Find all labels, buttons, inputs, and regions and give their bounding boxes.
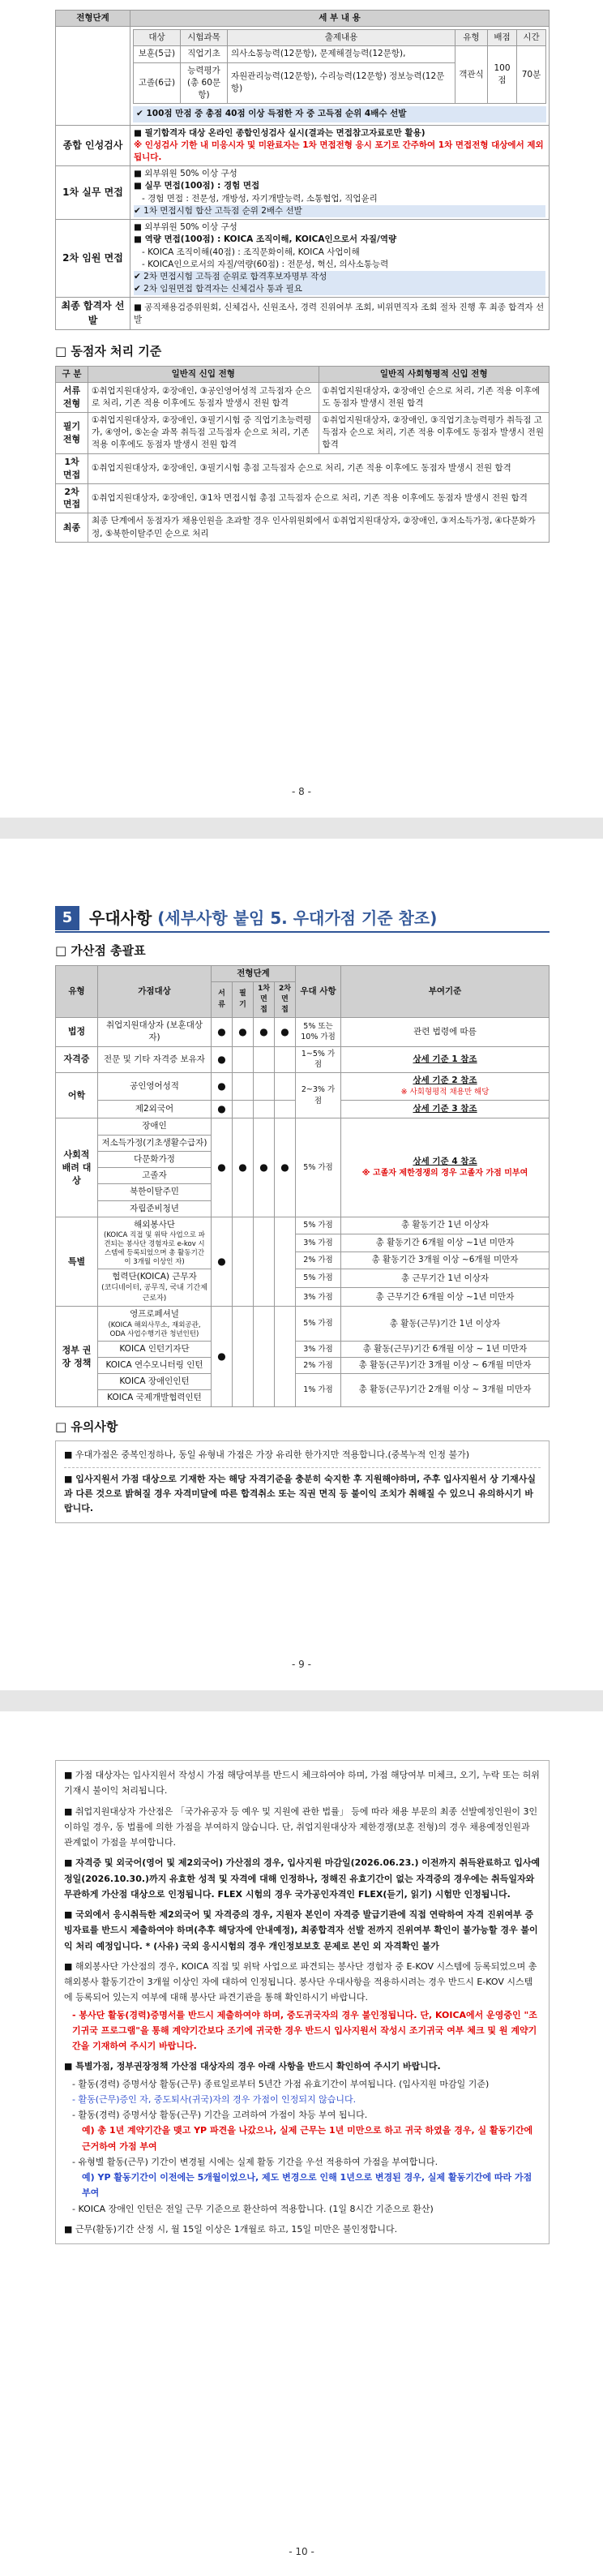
gov-basis-2: 총 활동(근무)기간 6개월 이상 ~ 1년 미만자 [341,1341,550,1357]
tie-int1-label: 1차 면접 [56,453,88,483]
item-2: ■ 취업지원대상자 가산점은 「국가유공자 등 예우 및 지원에 관한 법률」 등에 따라 채용 부문의 최종 선발예정인원이 3인 이하일 경우, 동 법률에 의한 가점을 부여하지 않습니다. 단, 취업지원대상자 제한경쟁(보훈 전형)의 경우 채용예정인원과 관계없이 가점을 부여합니다. [64,1805,538,1848]
dot: ● [212,1307,233,1406]
process-section [55,10,550,543]
gov-pref-4: 1% 가점 [296,1374,341,1406]
social-target-2: 저소득가정(기초생활수급자) [98,1135,212,1151]
special-pref-3: 2% 가점 [296,1252,341,1269]
written-detail-cell [130,27,550,125]
sub-header-type: 유형 [455,30,488,46]
page-10 [0,1711,603,2576]
special-target-1-desc: (KOICA 직접 및 위탁 사업으로 파견되는 봉사단 경험자로 e-kov 시스템에 등록되었으며 총 활동기간이 3개월 이상인 자) [104,1230,205,1267]
bonus-h-target: 가점대상 [98,965,212,1017]
special-type: 특별 [56,1217,98,1307]
aptitude-detail [130,125,550,166]
tie-final-label: 최종 [56,513,88,542]
dot: ● [212,1217,233,1307]
notes-box [55,1440,550,1523]
final-label: 최종 합격자 선발 [56,298,130,330]
item-6: ■ 특별가점, 정부권장정책 가산점 대상자의 경우 아래 사항을 반드시 확인하여 주시기 바랍니다. [64,2061,441,2072]
bonus-table [55,965,550,1407]
item-5: ■ 해외봉사단 가산점의 경우, KOICA 직접 및 위탁 사업으로 파견되는 봉사단 경험자 중 E-KOV 시스템에 등록되었으며 총 해외봉사 활동기간이 3개월 이상인 자에 대하여 인정됩니다. 봉사단 우대사항을 적용하시려는 경우 반드시 E-KOV 시스템에 등록되어 있는지 여부에 대해 봉사단 파견기관을 통해 확인하시기 바랍니다. [64,1960,537,2003]
tie-written-general: ①취업지원대상자, ②장애인, ③필기시험 중 직업기초능력평가, ④영어, ⑤논술 과목 취득점 고득점자 순으로 처리, 기존 적용 이후에도 동점자 발생시 전원 합격 [88,413,319,454]
interview2-line-2: ■ 역량 면접(100점) : KOICA 조직이해, KOICA인으로서 자질/역량 [134,234,397,245]
dot: ● [212,1046,233,1073]
item-6-e: - 유형별 활동(근무) 기간이 변경될 시에는 실제 활동 기간을 우선 적용하여 가점을 부여합니다. [72,2156,438,2167]
cert-type: 자격증 [56,1046,98,1073]
tie-doc-general: ①취업지원대상자, ②장애인, ③공인영어성적 고득점자 순으로 처리, 기존 적용 이후에도 동점자 발생시 전원 합격 [88,383,319,413]
aptitude-line-1: ■ 필기합격자 대상 온라인 종합인성검사 실시(결과는 면접참고자료로만 활용) [134,127,426,138]
sub-header-points: 배점 [488,30,517,46]
tie-table [55,366,550,543]
gov-pref-3: 2% 가점 [296,1358,341,1374]
special-basis-4: 총 근무기간 1년 이상자 [341,1269,550,1288]
interview2-line-3: - KOICA 조직이해(40점) : 조직문화이해, KOICA 사업이해 [142,247,360,257]
cert-basis: 상세 기준 1 참조 [341,1046,550,1073]
legal-target: 취업지원대상자 (보훈대상자) [98,1018,212,1046]
gov-target-1-desc: (KOICA 해외사무소, 재외공관, ODA 사업수행기관 청년인턴) [108,1320,201,1338]
lang-target-1: 공인영어성적 [98,1073,212,1101]
special-target-2: 협력단(KOICA) 근무자 [112,1272,197,1282]
lang-basis-2: 상세 기준 3 참조 [341,1101,550,1118]
lang-basis-1: 상세 기준 2 참조 [413,1075,477,1086]
item-6-g: - KOICA 장애인 인턴은 전일 근무 기준으로 환산하여 적용합니다. (1일 8시간 기준으로 환산) [72,2203,434,2214]
interview1-detail [130,166,550,220]
tie-doc-label: 서류 전형 [56,383,88,413]
legal-type: 법정 [56,1018,98,1046]
dot: ● [254,1018,275,1046]
tie-final-text: 최종 단계에서 동점자가 채용인원을 초과할 경우 인사위원회에서 ①취업지원대상자, ②장애인, ③저소득가정, ④다문화가정, ⑤북한이탈주민 순으로 처리 [88,513,550,542]
special-basis-1: 총 활동기간 1년 이상자 [341,1217,550,1234]
gov-type: 정부 권장 정책 [56,1307,98,1406]
cert-pref: 1~5% 가점 [296,1046,341,1073]
interview1-label: 1차 실무 면접 [56,166,130,220]
final-detail: ■ 공직채용검증위원회, 신체검사, 신원조사, 경력 진위여부 조회, 비위면직자 조회 절차 진행 후 최종 합격자 선발 [130,298,550,330]
interview1-line-1: ■ 외부위원 50% 이상 구성 [134,169,237,179]
section-title-sub: (세부사항 붙임 5. 우대가점 기준 참조) [157,908,438,928]
item-6-a: - 활동(경력) 증명서상 활동(근무) 종료일로부터 5년간 가점 유효기간이 부여됩니다. (입사지원 마감일 기준) [72,2078,490,2089]
gov-basis-4: 총 활동(근무)기간 2개월 이상 ~ 3개월 미만자 [341,1374,550,1406]
preference-section [55,905,550,1523]
bonus-h-pref: 우대 사항 [296,965,341,1017]
lang-target-2: 제2외국어 [98,1101,212,1118]
tie-title: □ 동점자 처리 기준 [55,344,162,359]
question-points: 100점 [488,46,517,104]
social-target-4: 고졸자 [98,1168,212,1184]
header-stage: 전형단계 [56,11,130,27]
dot: ● [212,1073,233,1101]
interview2-detail [130,220,550,298]
range-line-1: 의사소통능력(12문항), 문제해결능력(12문항), [228,46,455,62]
legal-basis: 관련 법령에 따름 [341,1018,550,1046]
note-2: ■ 입사지원서 가점 대상으로 기재한 자는 해당 자격기준을 충분히 숙지한 후 지원해야하며, 주후 입사지원서 상 기재사실과 다른 것으로 밝혀질 경우 자격미달에 따른 합격취소 또는 직권 면직 등 불이익 조치가 취해질 수 있으니 유의하시기 바랍니다. [64,1473,537,1513]
note-1: ■ 우대가점은 중복인정하나, 동일 유형내 가점은 가장 유리한 한가지만 적용합니다.(중복누적 인정 불가) [64,1449,470,1461]
special-pref-2: 3% 가점 [296,1234,341,1252]
bonus-h-type: 유형 [56,965,98,1017]
gov-target-5: KOICA 국제개발협력인턴 [98,1390,212,1406]
gov-target-1-cell [98,1307,212,1341]
page-8 [0,0,603,818]
sub-header-target: 대상 [134,30,181,46]
tie-int2-label: 2차 면접 [56,483,88,513]
bonus-table-title: □ 가산점 총괄표 [55,943,146,958]
section-number: 5 [55,906,79,930]
bonus-h-basis: 부여기준 [341,965,550,1017]
special-pref-4: 5% 가점 [296,1269,341,1288]
section-title [89,907,437,930]
lang-basis-1-note: ※ 사회형평적 채용만 해당 [400,1088,490,1097]
gov-pref-1: 5% 가점 [296,1307,341,1341]
social-basis-1: 상세 기준 4 참조 [413,1156,477,1166]
item-6-c: - 활동(경력) 증명서상 활동(근무) 기간을 고려하여 가점이 차등 부여 됩니다. [72,2110,368,2120]
dot: ● [212,1118,233,1217]
interview2-pass-rule-2: ✔ 2차 임원면접 합격자는 신체검사 통과 필요 [134,283,545,295]
interview1-line-2: ■ 실무 면접(100점) : 경험 면접 [134,181,260,191]
tie-written-label: 필기 전형 [56,413,88,454]
tie-int1-text: ①취업지원대상자, ②장애인, ③필기시험 총점 고득점자 순으로 처리, 기존 적용 이후에도 동점자 발생시 전원 합격 [88,453,550,483]
page-number-9: - 9 - [292,1659,311,1670]
social-target-3: 다문화가정 [98,1151,212,1167]
cert-target: 전문 및 기타 자격증 보유자 [98,1046,212,1073]
tie-header-social: 일반직 사회형평적 신입 전형 [319,366,550,382]
legal-pref: 5% 또는 10% 가점 [296,1018,341,1046]
dot: ● [275,1018,296,1046]
social-target-1: 장애인 [98,1118,212,1135]
tie-int2-text: ①취업지원대상자, ②장애인, ③1차 면접시험 총점 고득점자 순으로 처리, 기존 적용 이후에도 동점자 발생시 전원 합격 [88,483,550,513]
tie-doc-social: ①취업지원대상자, ②장애인 순으로 처리, 기존 적용 이후에도 동점자 발생시 전원 합격 [319,383,550,413]
special-pref-5: 3% 가점 [296,1288,341,1307]
section-5-header [55,905,550,933]
item-5-sub: - 봉사단 활동(경력)증명서를 반드시 제출하여야 하며, 중도귀국자의 경우 불인정됩니다. 단, KOICA에서 운영중인 "조기귀국 프로그램"을 통해 계약기간보다 조기에 귀국한 경우 반드시 입사지원서 작성시 조기귀국 여부 체크 및 원 계약기간을 기재하여 주시기 바랍니다. [72,2009,537,2051]
page-gap [0,818,603,839]
dot: ● [233,1118,254,1217]
special-target-2-cell [98,1269,212,1307]
tie-written-social: ①취업지원대상자, ②장애인, ③직업기초능력평가 취득점 고득점자 순으로 처리, 기존 적용 이후에도 동점자 발생시 전원 합격 [319,413,550,454]
interview1-pass-rule: ✔ 1차 면접시험 합산 고득점 순위 2배수 선발 [134,205,545,217]
question-time: 70분 [517,46,546,104]
interview1-line-3: - 경험 면접 : 전문성, 개방성, 자기개발능력, 소통협업, 직업윤리 [142,193,378,204]
aptitude-warning: ※ 인성검사 기한 내 미응시자 및 미완료자는 1차 면접전형 응시 포기로 간주하여 1차 면접전형 대상에서 제외됩니다. [134,140,544,162]
bonus-h-doc: 서류 [212,981,233,1017]
written-sub-table [133,29,546,104]
dot: ● [275,1118,296,1217]
aptitude-label: 종합 인성검사 [56,125,130,166]
dot: ● [233,1018,254,1046]
dot: ● [254,1118,275,1217]
gov-pref-2: 3% 가점 [296,1341,341,1357]
tie-header-general: 일반직 신입 전형 [88,366,319,382]
subject-count: 능력평가 (총 60문항) [181,62,228,104]
social-basis-cell [341,1118,550,1217]
process-table [55,10,550,330]
social-basis-note: ※ 고졸자 제한경쟁의 경우 고졸자 가점 미부여 [361,1168,528,1178]
notes-continued-box [55,1760,550,2244]
item-1: ■ 가점 대상자는 입사지원서 작성시 가점 해당여부를 반드시 체크하여야 하며, 가점 해당여부 미체크, 오기, 누락 또는 허위기재시 불이익 처리됩니다. [64,1770,540,1797]
sub-header-range: 출제내용 [228,30,455,46]
special-basis-2: 총 활동기간 6개월 이상 ~1년 미만자 [341,1234,550,1252]
gov-target-2: KOICA 인턴기자단 [98,1341,212,1357]
section-title-main: 우대사항 [89,908,152,928]
notes-continued [55,1760,550,2244]
special-target-1: 해외봉사단 [134,1219,175,1230]
bonus-h-int1: 1차 면접 [254,981,275,1017]
dot: ● [212,1018,233,1046]
special-basis-5: 총 근무기간 6개월 이상 ~1년 미만자 [341,1288,550,1307]
gov-target-1: 영프로페셔널 [130,1309,179,1320]
page-9 [0,839,603,1690]
bonus-h-int2: 2차 면접 [275,981,296,1017]
interview2-pass-rule-1: ✔ 2차 면접시험 고득점 순위로 합격후보자명부 작성 [134,271,545,283]
sub-header-subject: 시험과목 [181,30,228,46]
item-4: ■ 국외에서 응시취득한 제2외국어 및 자격증의 경우, 지원자 본인이 자격증 발급기관에 직접 연락하여 자격 진위여부 증빙자료를 반드시 제출하여야 하며(추후 해당자에 안내예정), 최종합격자 선발 전까지 진위여부 확인이 불가능할 경우 불이익 처리 예정입니다. * (사유) 국외 응시시험의 경우 개인정보보호 문제로 본인 외 자격확인 불가 [64,1909,538,1951]
sub-header-time: 시간 [517,30,546,46]
interview2-line-1: ■ 외부위원 50% 이상 구성 [134,222,237,233]
special-target-1-cell [98,1217,212,1269]
special-pref-1: 5% 가점 [296,1217,341,1234]
lang-type: 어학 [56,1073,98,1118]
gov-basis-1: 총 활동(근무)기간 1년 이상자 [341,1307,550,1341]
item-6-f: 예) YP 활동기간이 이전에는 5개월이었으나, 제도 변경으로 인해 1년으로 변경된 경우, 실제 활동기간에 따라 가점 부여 [82,2172,532,2199]
item-6-b: - 활동(근무)증인 자, 중도퇴사(귀국)자의 경우 가점이 인정되지 않습니다. [72,2093,357,2105]
gov-target-4: KOICA 장애인인턴 [98,1374,212,1390]
item-3: ■ 자격증 및 외국어(영어 및 제2외국어) 가산점의 경우, 입사지원 마감일(2026.06.23.) 이전까지 취득완료하고 입사예정일(2026.10.30.)까지 유효한 성적 및 자격에 대해 인정하나, 정해진 유효기간이 없는 자격증의 경우에는 취득일자와 무관하게 가산점 대상으로 인정됩니다. FLEX 시험의 경우 국가공인자격인 FLEX(듣기, 읽기) 시험만 인정됩니다. [64,1857,541,1900]
written-label-cell [56,27,130,125]
gov-target-3: KOICA 연수모니터링 인턴 [98,1358,212,1374]
notes-title: □ 유의사항 [55,1419,118,1434]
special-target-2-desc: (코디네이터, 공무직, 국내 기간제근로자) [101,1284,207,1303]
tie-header-stage: 구 분 [56,366,88,382]
social-type: 사회적 배려 대상 [56,1118,98,1217]
item-6-d: 예) 총 1년 계약기간을 맺고 YP 파견을 나갔으나, 실제 근무는 1년 미만으로 하고 귀국 하였을 경우, 실 활동기간에 근거하여 가점 부여 [82,2125,533,2152]
range-line-2: 자원관리능력(12문항), 수리능력(12문항) 정보능력(12문항) [228,62,455,104]
dot: ● [212,1101,233,1118]
item-7: ■ 근무(활동)기간 산정 시, 월 15일 이상은 1개월로 하고, 15일 미만은 불인정합니다. [64,2223,398,2235]
interview2-label: 2차 임원 면접 [56,220,130,298]
written-pass-rule: ✔ 100점 만점 중 총점 40점 이상 득점한 자 중 고득점 순위 4배수 선발 [133,106,546,122]
bonus-h-writ: 필기 [233,981,254,1017]
lang-basis-1-cell [341,1073,550,1101]
target-highschool: 고졸(6급) [134,62,181,104]
bonus-h-stage: 전형단계 [212,965,296,981]
special-basis-3: 총 활동기간 3개월 이상 ~6개월 미만자 [341,1252,550,1269]
page-number-10: - 10 - [289,2546,314,2557]
header-detail: 세 부 내 용 [130,11,550,27]
subject-name: 직업기초 [181,46,228,62]
gov-basis-3: 총 활동(근무)기간 3개월 이상 ~ 6개월 미만자 [341,1358,550,1374]
social-pref: 5% 가점 [296,1118,341,1217]
page-number-8: - 8 - [292,786,311,797]
page-gap [0,1690,603,1711]
social-target-5: 북한이탈주민 [98,1184,212,1200]
social-target-6: 자립준비청년 [98,1200,212,1217]
question-type: 객관식 [455,46,488,104]
interview2-line-4: - KOICA인으로서의 자질/역량(60점) : 전문성, 혁신, 의사소통능력 [142,259,389,269]
lang-pref: 2~3% 가점 [296,1073,341,1118]
target-veterans: 보훈(5급) [134,46,181,62]
